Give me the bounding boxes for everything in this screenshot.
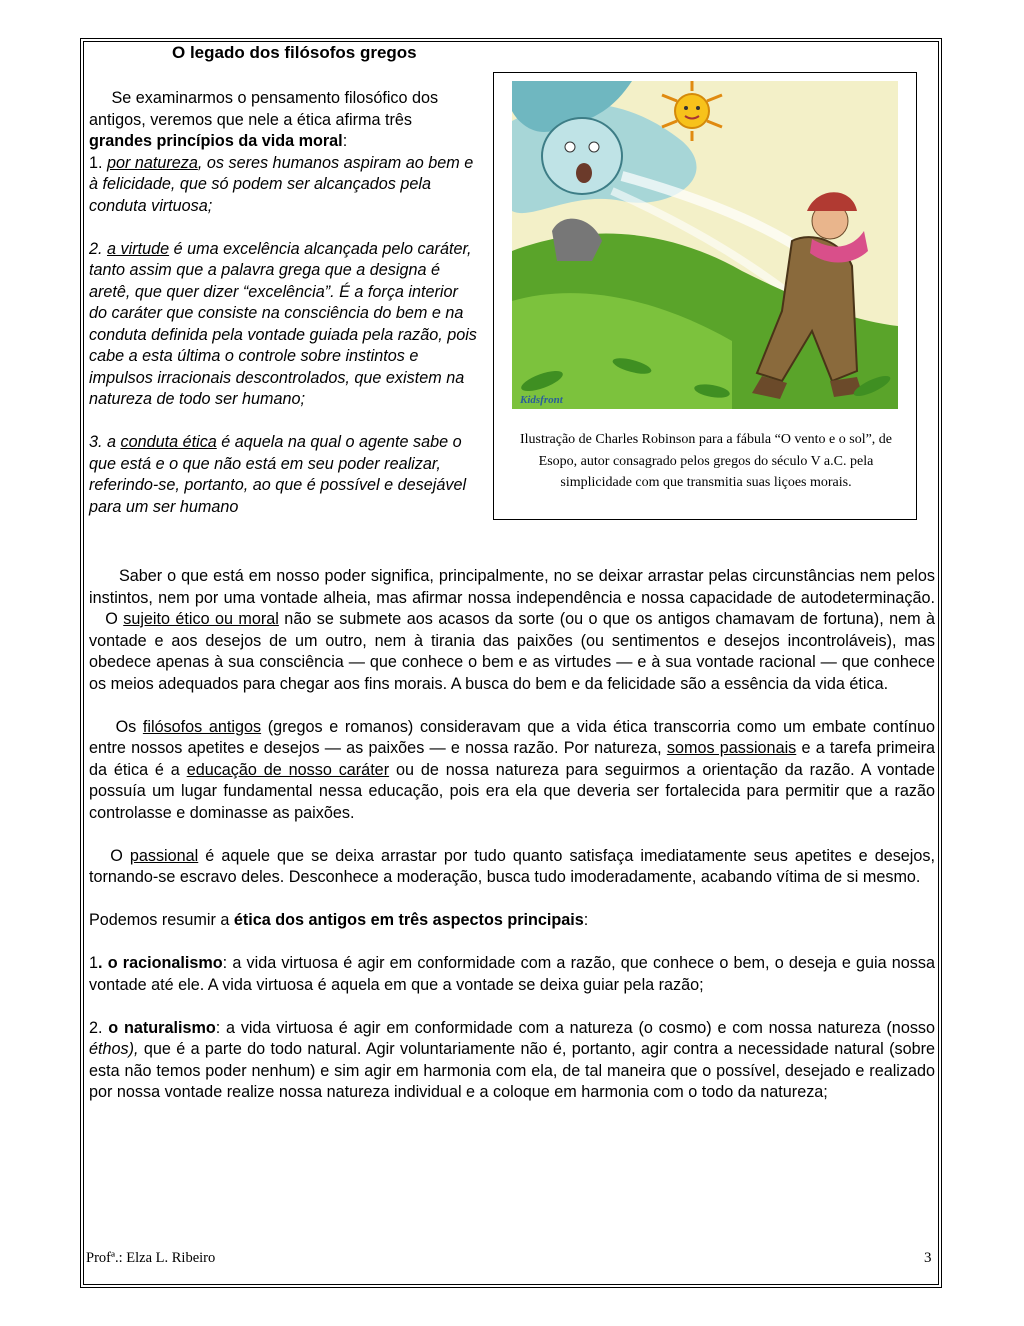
term-passional: passional [129,846,199,865]
paragraph-filosofos-text-2: e a tarefa primeira da ética é a [89,739,936,779]
aspect-naturalismo-text-1: : a vida virtuosa é agir em conformidade com a natureza (o cosmo) e com nossa natureza (nosso [215,1018,936,1037]
principle-3-text: é aquela na qual o agente sabe o que está e o que não está em seu poder realizar, referindo-se, portanto, ao que é possível e desejável para um ser humano [89,433,467,516]
paragraph-autodeterminacao-text: Saber o que está em nosso poder significa, principalmente, no se deixar arrastar pelas circunstâncias nem pelos instintos, nem por uma vontade alheia, mas afirmar nossa independência e nossa capacidade de autodeterminação. [89,567,935,607]
paragraph-passional [89,846,935,889]
paragraph-sujeito-etico [89,609,935,695]
aspect-racionalismo [89,953,935,996]
term-somos-passionais: somos passionais [666,739,797,757]
intro-text: Se examinarmos o pensamento filosófico dos antigos, veremos que nele a ética afirma três [89,89,439,129]
paragraph-sujeito-etico-pre: O [105,610,124,628]
principle-1 [89,153,479,218]
aspect-naturalismo-number: 2. [89,1018,109,1037]
figure-caption: Ilustração de Charles Robinson para a fábula “O vento e o sol”, de Esopo, autor consagrado pelos gregos do século V a.C. pela simplicidade com que transmitia suas liçoes morais. [519,432,893,490]
intro-bold: grandes princípios da vida moral [89,132,343,150]
principle-3-number: 3. a [89,433,121,451]
paragraph-autodeterminacao [89,566,935,609]
paragraph-filosofos-text-1: (gregos e romanos) consideravam que a vida ética transcorria como um embate contínuo entre nossos apetites e desejos — as paixões — e nossa razão. Por natureza, [89,717,935,757]
watermark-text: Kidsfront [520,394,563,406]
paragraph-resumo [89,910,935,932]
page-number: 3 [924,1250,932,1266]
aspect-racionalismo-number: 1 [89,954,99,972]
paragraph-filosofos-text-3: ou de nossa natureza para seguirmos a orientação da razão. A vontade possuía um lugar fundamental nessa educação, pois era ela que deveria ser fortalecida para permitir que a razão controlasse e dominasse as paixões. [89,760,935,822]
footer-author: Profª.: Elza L. Ribeiro [86,1250,216,1266]
principle-1-text: , os seres humanos aspiram ao bem e à felicidade, que só podem ser alcançados pela conduta virtuosa; [89,153,474,215]
illustration-figure [493,72,917,520]
aspect-naturalismo [89,1018,935,1104]
aspect-naturalismo-text-2: que é a parte do todo natural. Agir voluntariamente não é, portanto, agir contra a necessidade natural (sobre esta não temos poder nenhum) e sim agir em harmonia com ela, de tal maneira que o possível, desejado e realizado por nossa vontade realize nossa natureza individual e a coloque em harmonia com o todo da natureza; [89,1040,935,1101]
aspect-racionalismo-title: . o racionalismo [98,954,223,972]
fable-illustration [512,81,898,409]
paragraph-filosofos-antigos [89,717,935,825]
body-text [89,566,935,1104]
principle-2-number: 2. [89,239,107,258]
paragraph-passional-text: é aquele que se deixa arrastar por tudo quanto satisfaça imediatamente seus apetites e desejos, tornando-se escravo deles. Desconhece a moderação, busca tudo imoderadamente, acabando vítima de si mesmo. [89,846,935,886]
paragraph-resumo-bold: ética dos antigos em três aspectos principais [233,911,584,929]
principle-2-text: é uma excelência alcançada pelo caráter, tanto assim que a palavra grega que a designa é aretê, que quer dizer “excelência”. É a força interior do caráter que consiste na consciência do bem e na conduta definida pela vontade guiada pela razão, pois cabe a esta última o controle sobre instintos e impulsos irracionais descontrolados, que existem na natureza de todo ser humano; [89,239,477,408]
paragraph-resumo-post: : [583,911,589,929]
intro-colon: : [342,132,348,150]
term-filosofos-antigos: filósofos antigos [142,717,262,736]
paragraph-resumo-pre: Podemos resumir a [89,911,234,929]
principle-3-term: conduta ética [120,433,217,451]
principle-3 [89,432,479,518]
principle-2-term: a virtude [107,239,170,258]
term-educacao-carater: educação de nosso caráter [186,760,390,779]
principles-column [89,88,479,518]
aspect-naturalismo-title: o naturalismo [108,1018,216,1037]
principle-1-term: por natureza [107,153,198,172]
paragraph-passional-pre: O [110,846,130,865]
intro-paragraph [89,88,479,153]
aspect-racionalismo-text: : a vida virtuosa é agir em conformidade com a razão, que conhece o bem, o deseja e guia nossa vontade até ele. A vida virtuosa é aquela em que a vontade se deixa guiar pela razão; [89,954,936,994]
aspect-naturalismo-ethos: éthos), [89,1040,139,1058]
paragraph-sujeito-etico-text: não se submete aos acasos da sorte (ou o que os antigos chamavam de fortuna), nem à vontade e aos desejos de um outro, nem à tirania das paixões (ou sentimentos e desejos incontroláveis), mas obedece apenas à sua consciência — que conhece o bem e as virtudes — e à sua vontade racional — que conhece os meios adequados para chegar aos fins morais. A busca do bem e da felicidade são a essência da vida ética. [89,610,935,693]
term-sujeito-etico: sujeito ético ou moral [123,610,279,628]
principle-1-number: 1. [89,153,107,172]
principle-2 [89,239,479,411]
page-title: O legado dos filósofos gregos [172,43,417,62]
paragraph-filosofos-pre: Os [115,717,143,736]
